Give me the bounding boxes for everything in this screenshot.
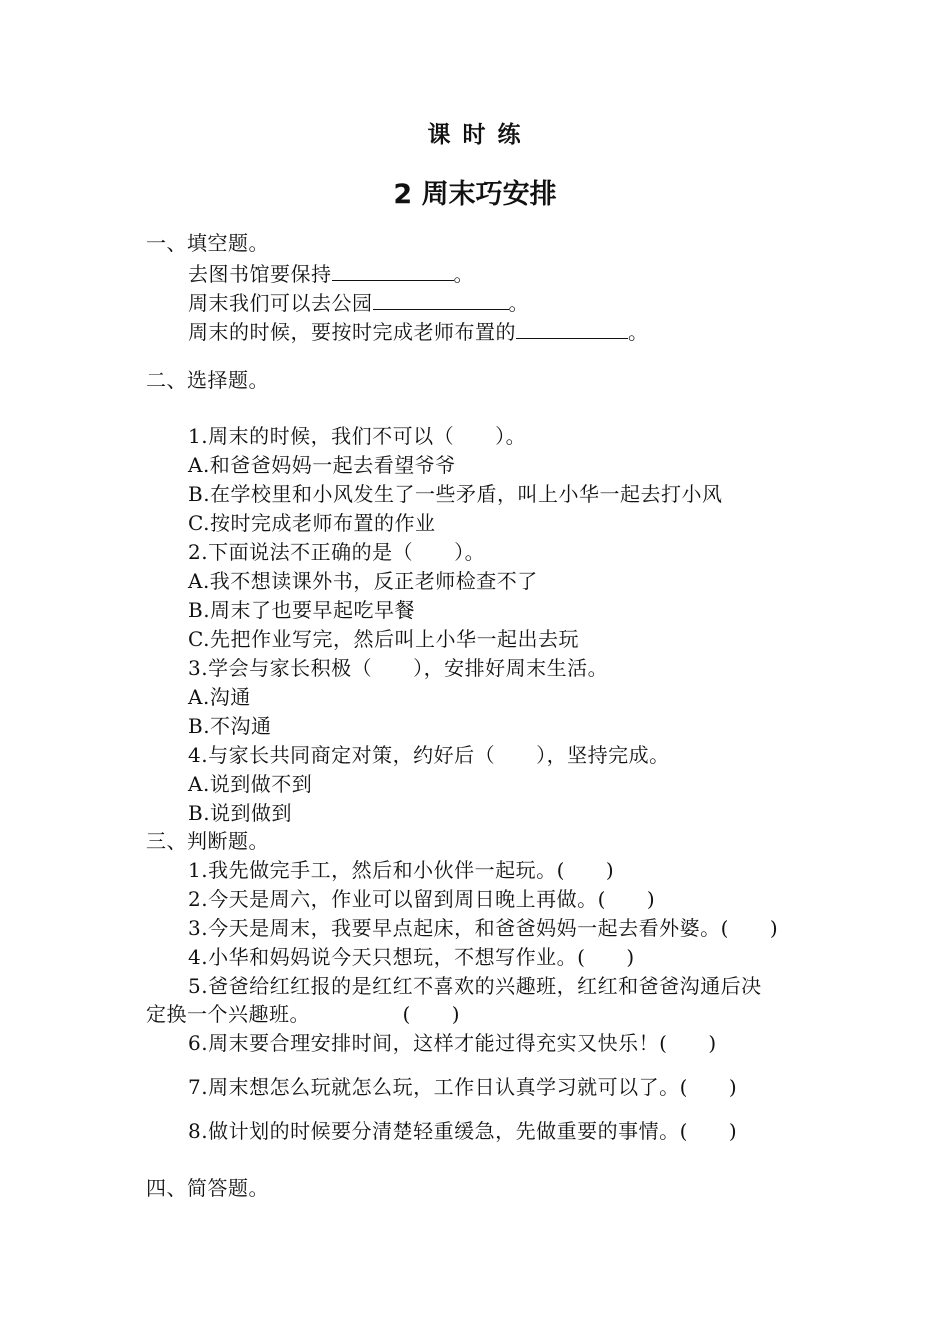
section-3-heading: 三、判断题。 — [146, 829, 269, 853]
choice-q1-option-b: B.在学校里和小风发生了一些矛盾，叫上小华一起去打小风 — [188, 482, 723, 506]
choice-q3: 3.学会与家长积极（ ），安排好周末生活。 — [188, 656, 609, 680]
fill-question-2-end: 。 — [508, 291, 529, 315]
fill-blank-1[interactable] — [332, 258, 454, 281]
choice-q3-option-b: B.不沟通 — [188, 714, 272, 738]
judge-q5-line2: 定换一个兴趣班。 ( ) — [146, 1002, 461, 1026]
fill-blank-2[interactable] — [373, 287, 509, 310]
judge-q5-line1: 5.爸爸给红红报的是红红不喜欢的兴趣班，红红和爸爸沟通后决 — [188, 974, 762, 998]
choice-q1-option-a: A.和爸爸妈妈一起去看望爷爷 — [188, 453, 456, 477]
page-title: 课 时 练 — [427, 122, 523, 148]
choice-q2-option-a: A.我不想读课外书，反正老师检查不了 — [188, 569, 538, 593]
choice-q1-option-c: C.按时完成老师布置的作业 — [188, 511, 436, 535]
fill-question-1-text: 去图书馆要保持 — [188, 262, 332, 286]
judge-q1: 1.我先做完手工，然后和小伙伴一起玩。( ) — [188, 858, 615, 882]
choice-q2-option-c: C.先把作业写完，然后叫上小华一起出去玩 — [188, 627, 579, 651]
fill-question-2 — [188, 287, 529, 317]
fill-question-2-text: 周末我们可以去公园 — [188, 291, 373, 315]
fill-question-3-end: 。 — [628, 320, 649, 344]
judge-q6: 6.周末要合理安排时间，这样才能过得充实又快乐！( ) — [188, 1031, 717, 1055]
judge-q3: 3.今天是周末，我要早点起床，和爸爸妈妈一起去看外婆。( ) — [188, 916, 779, 940]
fill-question-3-text: 周末的时候，要按时完成老师布置的 — [188, 320, 516, 344]
judge-q8: 8.做计划的时候要分清楚轻重缓急，先做重要的事情。( ) — [188, 1119, 738, 1143]
section-1-heading: 一、填空题。 — [146, 231, 269, 255]
judge-q4: 4.小华和妈妈说今天只想玩，不想写作业。( ) — [188, 945, 635, 969]
choice-q2: 2.下面说法不正确的是（ ）。 — [188, 540, 486, 564]
choice-q4: 4.与家长共同商定对策，约好后（ ），坚持完成。 — [188, 743, 670, 767]
section-2-heading: 二、选择题。 — [146, 368, 269, 392]
section-4-heading: 四、简答题。 — [146, 1176, 269, 1200]
fill-blank-3[interactable] — [516, 316, 628, 339]
lesson-title: 2 周末巧安排 — [393, 179, 557, 210]
fill-question-1 — [188, 258, 474, 288]
choice-q3-option-a: A.沟通 — [188, 685, 251, 709]
fill-question-3 — [188, 316, 649, 346]
choice-q2-option-b: B.周末了也要早起吃早餐 — [188, 598, 416, 622]
judge-q2: 2.今天是周六，作业可以留到周日晚上再做。( ) — [188, 887, 656, 911]
judge-q7: 7.周末想怎么玩就怎么玩，工作日认真学习就可以了。( ) — [188, 1075, 738, 1099]
fill-question-1-end: 。 — [453, 262, 474, 286]
choice-q1: 1.周末的时候，我们不可以（ ）。 — [188, 424, 527, 448]
choice-q4-option-b: B.说到做到 — [188, 801, 293, 825]
choice-q4-option-a: A.说到做不到 — [188, 772, 313, 796]
